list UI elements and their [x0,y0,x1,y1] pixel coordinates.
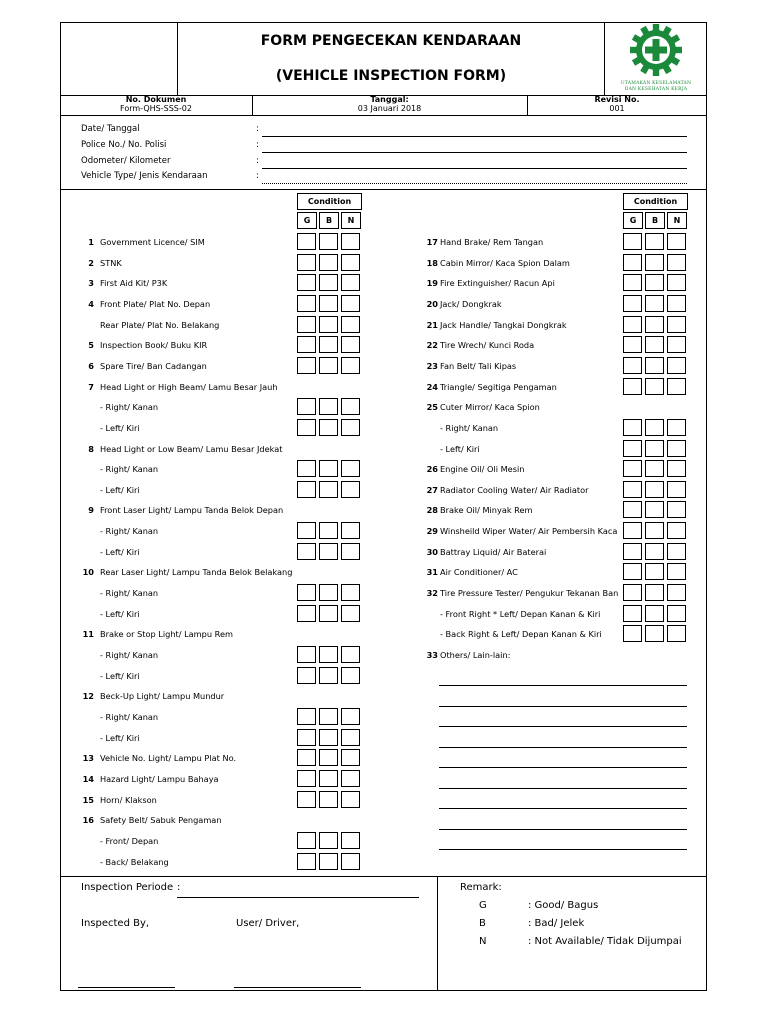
checkbox-g[interactable] [297,729,316,746]
item-number: 8 [88,443,94,454]
inspection-period-field[interactable] [177,897,419,898]
item-label: - Front Right * Left/ Depan Kanan & Kiri [440,608,601,619]
checkbox-n[interactable] [341,336,360,353]
checkbox-b[interactable] [319,316,338,333]
item-label: Front Laser Light/ Lampu Tanda Belok Depan [100,505,284,516]
checkbox-g[interactable] [623,605,642,622]
item-label: Beck-Up Light/ Lampu Mundur [100,691,225,702]
checkbox-n[interactable] [667,460,686,477]
checkbox-g[interactable] [623,501,642,518]
item-label: - Right/ Kanan [100,650,159,660]
item-number: 29 [426,526,438,537]
checkbox-n[interactable] [341,357,360,374]
checkbox-n[interactable] [667,274,686,291]
checkbox-n[interactable] [667,295,686,312]
others-input-line[interactable] [439,788,687,789]
checkbox-b[interactable] [319,543,338,560]
checkbox-n[interactable] [667,501,686,518]
checkbox-n[interactable] [667,605,686,622]
checkbox-n[interactable] [667,378,686,395]
checkbox-n[interactable] [341,708,360,725]
checkbox-b[interactable] [319,336,338,353]
item-number: 30 [426,546,438,557]
item-label: Vehicle No. Light/ Lampu Plat No. [100,753,237,764]
checkbox-b[interactable] [645,440,664,457]
checkbox-g[interactable] [623,336,642,353]
checkbox-n[interactable] [667,233,686,250]
item-label: Brake Oil/ Minyak Rem [440,505,533,516]
checkbox-n[interactable] [341,419,360,436]
info-bottom-rule [60,189,707,190]
checkbox-g[interactable] [297,708,316,725]
checkbox-b[interactable] [645,295,664,312]
item-number: 2 [88,257,94,268]
checkbox-g[interactable] [623,254,642,271]
user-driver-label: User/ Driver, [236,918,300,929]
item-label: Triangle/ Segitiga Pengaman [440,381,557,392]
item-label: Rear Laser Light/ Lampu Tanda Belok Belakang [100,567,293,578]
checklist-bottom-rule [60,876,707,877]
checkbox-b[interactable] [319,460,338,477]
item-label: First Aid Kit/ P3K [100,278,168,289]
checkbox-b[interactable] [319,708,338,725]
inspection-period-label: Inspection Periode [81,882,174,893]
checkbox-n[interactable] [667,481,686,498]
form-title: FORM PENGECEKAN KENDARAAN [260,33,522,49]
condition-col-n: N [341,212,361,229]
item-label: - Back Right & Left/ Depan Kanan & Kiri [440,629,602,640]
item-label: Hand Brake/ Rem Tangan [440,237,544,247]
inspector-signature-line[interactable] [78,987,175,988]
checkbox-n[interactable] [341,791,360,808]
checkbox-n[interactable] [341,667,360,684]
item-label: Hazard Light/ Lampu Bahaya [100,773,219,784]
others-input-line[interactable] [439,849,687,850]
item-label: - Left/ Kiri [440,443,480,454]
item-number: 7 [88,381,94,392]
item-number: 33 [426,650,438,660]
checkbox-n[interactable] [667,254,686,271]
item-label: Rear Plate/ Plat No. Belakang [100,319,220,330]
checkbox-b[interactable] [319,398,338,415]
revision-value: 001 [609,104,625,113]
item-label: Front Plate/ Plat No. Depan [100,298,211,309]
checkbox-g[interactable] [297,398,316,415]
checkbox-n[interactable] [341,274,360,291]
item-label: Jack/ Dongkrak [440,298,502,309]
remark-description: : Not Available/ Tidak Dijumpai [528,936,682,947]
remark-description: : Bad/ Jelek [528,918,585,929]
checkbox-b[interactable] [319,233,338,250]
item-label: Spare Tire/ Ban Cadangan [100,360,207,371]
checkbox-b[interactable] [319,481,338,498]
checkbox-g[interactable] [297,605,316,622]
checkbox-n[interactable] [341,584,360,601]
checkbox-n[interactable] [341,832,360,849]
item-number: 15 [82,794,94,805]
item-label: Tire Pressure Tester/ Pengukur Tekanan Ban [440,588,619,599]
info-colon: : [256,171,259,181]
remark-code: G [479,900,487,911]
checkbox-b[interactable] [319,646,338,663]
item-label: Cabin Mirror/ Kaca Spion Dalam [440,257,570,268]
checkbox-b[interactable] [319,729,338,746]
info-input-line[interactable] [262,168,687,169]
item-label: STNK [100,257,122,268]
item-label: - Left/ Kiri [100,422,140,433]
others-input-line[interactable] [439,829,687,830]
condition-col-g: G [297,212,317,229]
checkbox-b[interactable] [645,336,664,353]
checkbox-b[interactable] [319,295,338,312]
info-label: Odometer/ Kilometer [81,156,171,166]
checkbox-n[interactable] [341,749,360,766]
checkbox-b[interactable] [319,254,338,271]
checkbox-b[interactable] [319,357,338,374]
checkbox-g[interactable] [297,853,316,870]
checkbox-n[interactable] [667,316,686,333]
item-label: Government Licence/ SIM [100,237,205,247]
checkbox-b[interactable] [319,667,338,684]
others-input-line[interactable] [439,706,687,707]
item-number: 20 [426,298,438,309]
item-number: 27 [426,484,438,495]
meta-bottom-rule [60,115,707,116]
info-label: Date/ Tanggal [81,124,140,134]
checkbox-n[interactable] [341,853,360,870]
inspection-period-colon: : [177,882,181,893]
header-divider-right [604,22,605,95]
info-label: Vehicle Type/ Jenis Kendaraan [81,171,208,181]
checkbox-g[interactable] [297,791,316,808]
checkbox-n[interactable] [667,357,686,374]
checkbox-g[interactable] [623,543,642,560]
checkbox-b[interactable] [319,770,338,787]
checkbox-g[interactable] [623,378,642,395]
item-number: 6 [88,360,94,371]
item-number: 21 [426,319,438,330]
inspected-by-label: Inspected By, [81,918,150,929]
remark-code: N [479,936,487,947]
item-label: - Right/ Kanan [100,464,159,475]
item-number: 17 [426,237,438,247]
item-label: - Right/ Kanan [100,526,159,537]
checkbox-b[interactable] [645,543,664,560]
checkbox-n[interactable] [341,460,360,477]
checkbox-g[interactable] [623,419,642,436]
item-label: Horn/ Klakson [100,794,157,805]
checkbox-n[interactable] [667,584,686,601]
checkbox-n[interactable] [341,481,360,498]
checkbox-g[interactable] [297,419,316,436]
checkbox-b[interactable] [645,481,664,498]
checkbox-b[interactable] [319,584,338,601]
item-label: - Left/ Kiri [100,732,140,743]
checkbox-n[interactable] [341,646,360,663]
item-label: - Right/ Kanan [100,711,159,722]
item-number: 5 [88,340,94,351]
checkbox-b[interactable] [645,605,664,622]
item-number: 18 [426,257,438,268]
others-input-line[interactable] [439,767,687,768]
doc-number-label: No. Dokumen [125,95,187,104]
checkbox-g[interactable] [623,274,642,291]
checkbox-g[interactable] [297,770,316,787]
info-colon: : [256,156,259,166]
item-number: 9 [88,505,94,516]
checkbox-g[interactable] [623,357,642,374]
remark-code: B [479,918,486,929]
item-label: Winsheild Wiper Water/ Air Pembersih Kaca [440,526,618,537]
item-label: Head Light or Low Beam/ Lamu Besar Jdekat [100,443,283,454]
checkbox-g[interactable] [623,584,642,601]
checkbox-g[interactable] [623,460,642,477]
item-number: 4 [88,298,94,309]
item-label: - Left/ Kiri [100,484,140,495]
checkbox-n[interactable] [667,563,686,580]
item-label: - Left/ Kiri [100,670,140,681]
item-label: - Front/ Depan [100,835,159,846]
item-label: Jack Handle/ Tangkai Dongkrak [440,319,567,330]
checkbox-n[interactable] [667,440,686,457]
item-label: Radiator Cooling Water/ Air Radiator [440,484,589,495]
checkbox-g[interactable] [297,522,316,539]
checkbox-g[interactable] [297,667,316,684]
revision-label: Revisi No. [594,95,640,104]
item-number: 24 [426,381,438,392]
checkbox-b[interactable] [645,254,664,271]
checkbox-g[interactable] [297,584,316,601]
checkbox-b[interactable] [645,233,664,250]
condition-header: Condition [623,193,688,210]
checkbox-n[interactable] [667,625,686,642]
item-label: Tire Wrech/ Kunci Roda [440,340,535,351]
date-value: 03 Januari 2018 [357,104,422,113]
driver-signature-line[interactable] [234,987,361,988]
checkbox-b[interactable] [645,357,664,374]
info-input-line[interactable] [262,136,687,137]
checkbox-n[interactable] [667,543,686,560]
condition-header: Condition [297,193,362,210]
item-number: 12 [82,691,94,702]
checkbox-g[interactable] [623,295,642,312]
checkbox-g[interactable] [297,543,316,560]
item-label: Head Light or High Beam/ Lamu Besar Jauh [100,381,278,392]
checkbox-g[interactable] [297,336,316,353]
checkbox-g[interactable] [623,563,642,580]
item-label: - Right/ Kanan [440,422,499,433]
checkbox-g[interactable] [297,316,316,333]
checkbox-n[interactable] [667,522,686,539]
checkbox-b[interactable] [645,584,664,601]
item-number: 11 [82,629,94,640]
item-number: 22 [426,340,438,351]
others-input-line[interactable] [439,685,687,686]
item-label: - Left/ Kiri [100,546,140,557]
info-colon: : [256,140,259,150]
item-label: Safety Belt/ Sabuk Pengaman [100,815,222,826]
checkbox-b[interactable] [319,522,338,539]
checkbox-b[interactable] [645,419,664,436]
condition-col-b: B [645,212,665,229]
checkbox-b[interactable] [319,791,338,808]
item-number: 19 [426,278,438,289]
condition-col-g: G [623,212,643,229]
checkbox-b[interactable] [319,832,338,849]
checkbox-b[interactable] [645,316,664,333]
checkbox-n[interactable] [341,522,360,539]
checkbox-b[interactable] [645,625,664,642]
checkbox-n[interactable] [341,295,360,312]
checkbox-b[interactable] [645,501,664,518]
date-label: Tanggal: [370,95,409,104]
item-number: 14 [82,773,94,784]
checkbox-g[interactable] [623,233,642,250]
checkbox-g[interactable] [297,460,316,477]
item-number: 1 [88,237,94,247]
condition-col-n: N [667,212,687,229]
item-label: - Right/ Kanan [100,588,159,599]
info-label: Police No./ No. Polisi [81,140,167,150]
item-number: 31 [426,567,438,578]
others-input-line[interactable] [439,747,687,748]
checkbox-b[interactable] [319,605,338,622]
item-number: 16 [82,815,94,826]
checkbox-g[interactable] [623,481,642,498]
item-label: Others/ Lain-lain: [440,650,511,660]
checkbox-g[interactable] [297,233,316,250]
checkbox-b[interactable] [645,522,664,539]
others-input-line[interactable] [439,726,687,727]
checkbox-n[interactable] [667,336,686,353]
item-number: 28 [426,505,438,516]
checkbox-n[interactable] [341,605,360,622]
checkbox-g[interactable] [623,522,642,539]
checkbox-g[interactable] [297,254,316,271]
item-label: Engine Oil/ Oli Mesin [440,464,525,475]
checkbox-b[interactable] [645,563,664,580]
item-label: Battray Liquid/ Air Baterai [440,546,547,557]
form-subtitle: (VEHICLE INSPECTION FORM) [275,68,507,84]
checkbox-n[interactable] [667,419,686,436]
checkbox-n[interactable] [341,233,360,250]
checkbox-n[interactable] [341,543,360,560]
item-label: Cuter Mirror/ Kaca Spion [440,402,540,413]
info-input-line[interactable] [262,152,687,153]
item-number: 10 [82,567,94,578]
item-number: 3 [88,278,94,289]
logo-caption-1: UTAMAKAN KESELAMATAN [620,81,692,86]
checkbox-b[interactable] [319,419,338,436]
checkbox-b[interactable] [645,274,664,291]
item-number: 26 [426,464,438,475]
item-label: - Right/ Kanan [100,402,159,413]
checkbox-g[interactable] [297,274,316,291]
checkbox-g[interactable] [297,481,316,498]
item-label: Air Conditioner/ AC [440,567,518,578]
checkbox-n[interactable] [341,770,360,787]
checkbox-b[interactable] [645,378,664,395]
item-label: - Left/ Kiri [100,608,140,619]
item-label: - Back/ Belakang [100,856,169,867]
checkbox-g[interactable] [297,646,316,663]
checkbox-g[interactable] [623,625,642,642]
remark-label: Remark: [460,882,502,893]
checkbox-b[interactable] [319,853,338,870]
item-number: 32 [426,588,438,599]
checkbox-n[interactable] [341,316,360,333]
checkbox-n[interactable] [341,254,360,271]
checkbox-b[interactable] [319,274,338,291]
item-label: Fire Extinguisher/ Racun Api [440,278,555,289]
checkbox-n[interactable] [341,729,360,746]
checkbox-b[interactable] [645,460,664,477]
checkbox-g[interactable] [623,316,642,333]
info-colon: : [256,124,259,134]
info-input-line[interactable] [262,183,687,184]
others-input-line[interactable] [439,808,687,809]
item-label: Brake or Stop Light/ Lampu Rem [100,629,233,640]
checkbox-n[interactable] [341,398,360,415]
remark-description: : Good/ Bagus [528,900,599,911]
checkbox-g[interactable] [297,749,316,766]
checkbox-b[interactable] [319,749,338,766]
item-label: Inspection Book/ Buku KIR [100,340,208,351]
item-number: 25 [426,402,438,413]
checkbox-g[interactable] [623,440,642,457]
checkbox-g[interactable] [297,357,316,374]
doc-number-value: Form-QHS-SSS-02 [120,104,192,113]
item-number: 23 [426,360,438,371]
logo-caption-2: DAN KESEHATAN KERJA [624,87,688,92]
item-number: 13 [82,753,94,764]
footer-divider [437,876,438,991]
item-label: Fan Belt/ Tali Kipas [440,360,517,371]
checkbox-g[interactable] [297,295,316,312]
checkbox-g[interactable] [297,832,316,849]
condition-col-b: B [319,212,339,229]
